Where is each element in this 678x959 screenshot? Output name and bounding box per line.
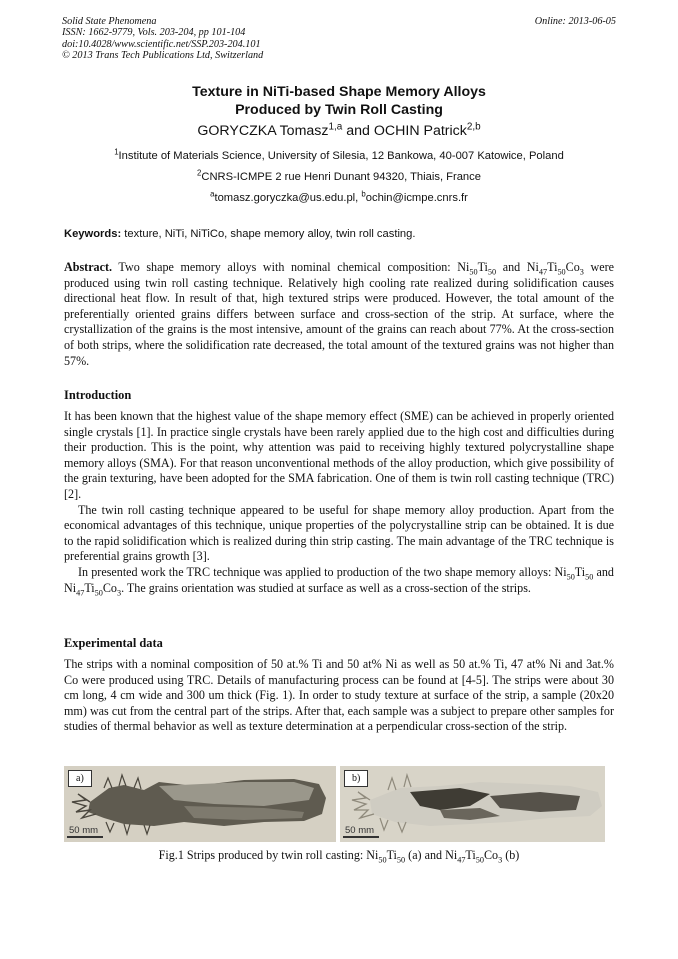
abstract-text: Ti xyxy=(477,260,488,274)
abstract-text: Ti xyxy=(547,260,558,274)
intro-p3-sub: 47 xyxy=(76,587,85,597)
keywords xyxy=(64,228,415,240)
author-2-sup: 2,b xyxy=(466,121,481,133)
figure-label-a: a) xyxy=(68,770,92,787)
intro-p3-sub: 50 xyxy=(566,572,575,582)
journal-copyright: © 2013 Trans Tech Publications Ltd, Switzerland xyxy=(62,49,264,61)
email-a[interactable]: tomasz.goryczka@us.edu.pl, xyxy=(214,192,362,204)
email-a-sup: a xyxy=(210,189,215,199)
email-b[interactable]: ochin@icmpe.cnrs.fr xyxy=(365,192,468,204)
experimental-heading: Experimental data xyxy=(64,636,163,650)
authors xyxy=(0,123,678,139)
email-b-sup: b xyxy=(361,189,366,199)
author-1-sup: 1,a xyxy=(328,121,343,133)
abstract-text: were produced using twin roll casting technique. Relatively high cooling rate realized during solidification causes directional heat flow. In result of that, high textured strips were produced. However, the total amount of the preferentially oriented grains differs between surface and cross-section of the strip. At surface, where the crystallization of the grains is the most intensive, amount of the grains can reach about 77%. At the cross-section of both strips, where the solidification rate decreased, the total amount of the textured grains was not higher than 57%. xyxy=(64,260,614,368)
caption-sub: 50 xyxy=(378,855,387,865)
introduction-heading: Introduction xyxy=(64,388,132,402)
abstract-text: Two shape memory alloys with nominal chemical composition: Ni xyxy=(112,260,470,274)
intro-p3-text: and Ni xyxy=(64,564,614,595)
journal-issn: ISSN: 1662-9779, Vols. 203-204, pp 101-104 xyxy=(62,27,246,39)
strip-photo-b xyxy=(340,766,605,842)
figure-1b xyxy=(340,766,605,842)
author-2: OCHIN Patrick xyxy=(373,123,467,139)
caption-text: Ti xyxy=(465,848,476,862)
paper-title xyxy=(0,83,678,119)
intro-p3-sub: 3 xyxy=(116,587,122,597)
author-1: GORYCZKA Tomasz xyxy=(197,123,329,139)
abstract-sub: 50 xyxy=(469,267,478,277)
journal-name: Solid State Phenomena xyxy=(62,16,157,27)
affiliation-1-text: Institute of Materials Science, University of Silesia, 12 Bankowa, 40-007 Katowice, Poland xyxy=(118,150,564,162)
intro-p3-text: . The grains orientation was studied at surface as well as a cross-section of the strips. xyxy=(121,580,531,595)
strip-photo-a xyxy=(64,766,336,842)
affiliation-2-text: CNRS-ICMPE 2 rue Henri Dunant 94320, Thiais, France xyxy=(201,171,481,183)
abstract-sub: 50 xyxy=(557,267,566,277)
caption-sub: 47 xyxy=(457,855,466,865)
caption-sub: 50 xyxy=(475,855,484,865)
abstract-label: Abstract. xyxy=(64,260,113,274)
scale-bar-label-a: 50 mm xyxy=(69,825,99,836)
affiliation-2-sup: 2 xyxy=(197,168,202,178)
caption-sub: 3 xyxy=(498,855,503,865)
experimental-paragraph-1: The strips with a nominal composition of 50 at.% Ti and 50 at% Ni as well as 50 at.% Ti, 47 at% Ni and 3at.% Co were produced using TRC. Details of manufacturing process can be found at [4-5]. The strips were about 30 cm long, 4 cm wide and 300 um thick (Fig. 1). In order to study texture at surface of the strip, a sample (20x20 mm) was cut from the central part of the strips. After that, each sample was a subject to prepare other samples for studies of thermal behavior as well as texture determination at a perpendicular cross-section of the strip. xyxy=(64,657,614,734)
intro-paragraph-3 xyxy=(64,565,614,596)
intro-p3-sub: 50 xyxy=(585,572,594,582)
caption-text: Ti xyxy=(386,848,397,862)
online-date: Online: 2013-06-05 xyxy=(534,16,616,27)
abstract xyxy=(64,260,614,369)
intro-paragraph-2: The twin roll casting technique appeared to be useful for shape memory alloy production. Apart from the economical advantages of this technique, unique properties of the polycrystalline strip can be obtained. It is due to the rapid solidification which is realized during thin strip casting. The main advantage of the TRC technique is preferential grains growth [3]. xyxy=(64,502,614,564)
abstract-text: Co xyxy=(565,260,580,274)
caption-text: Fig.1 Strips produced by twin roll casting: Ni xyxy=(158,848,379,862)
scale-bar-label-b: 50 mm xyxy=(345,825,375,836)
caption-text: (b) xyxy=(502,848,520,862)
journal-doi: doi:10.4028/www.scientific.net/SSP.203-204.101 xyxy=(62,38,261,50)
intro-p3-text: Co xyxy=(102,580,117,595)
keywords-label: Keywords: xyxy=(64,228,122,240)
affiliation-2 xyxy=(0,168,678,183)
affiliation-1-sup: 1 xyxy=(114,147,119,157)
figure-1a xyxy=(64,766,336,842)
caption-sub: 50 xyxy=(396,855,406,865)
title-line-1: Texture in NiTi-based Shape Memory Alloys xyxy=(192,84,486,100)
abstract-sub: 3 xyxy=(579,267,584,277)
abstract-sub: 47 xyxy=(538,267,548,277)
keywords-text: texture, NiTi, NiTiCo, shape memory alloy, twin roll casting. xyxy=(121,228,416,240)
author-emails xyxy=(0,189,678,204)
caption-text: (a) and Ni xyxy=(405,848,458,862)
intro-p3-text: Ti xyxy=(84,580,95,595)
intro-paragraph-1: It has been known that the highest value of the shape memory effect (SME) can be achieved in properly oriented single crystals [1]. In practice single crystals have been rarely applied due to the high cost and difficulties during their production. This is the point, why attention was paid to receiving highly textured polycrystalline shape memory alloys (SMA). For that reason unconventional methods of the alloy production, which give possibility of the grain texturing, have been adopted for the SMA fabrication. One of them is twin roll casting technique (TRC) [2]. xyxy=(64,409,614,501)
scale-bar-a xyxy=(67,836,103,838)
figure-caption xyxy=(0,848,678,863)
title-line-2: Produced by Twin Roll Casting xyxy=(235,102,443,118)
intro-p3-text: Ti xyxy=(574,564,586,579)
caption-text: Co xyxy=(483,848,499,862)
affiliation-1 xyxy=(0,147,678,162)
journal-header xyxy=(62,16,263,61)
intro-p3-text: In presented work the TRC technique was applied to production of the two shape memory alloys: Ni xyxy=(78,564,567,579)
figure-label-b: b) xyxy=(344,770,368,787)
abstract-text: and Ni xyxy=(496,260,539,274)
abstract-sub: 50 xyxy=(487,267,497,277)
intro-p3-sub: 50 xyxy=(94,587,103,597)
authors-and: and xyxy=(342,123,374,139)
introduction-body xyxy=(64,409,614,596)
scale-bar-b xyxy=(343,836,379,838)
